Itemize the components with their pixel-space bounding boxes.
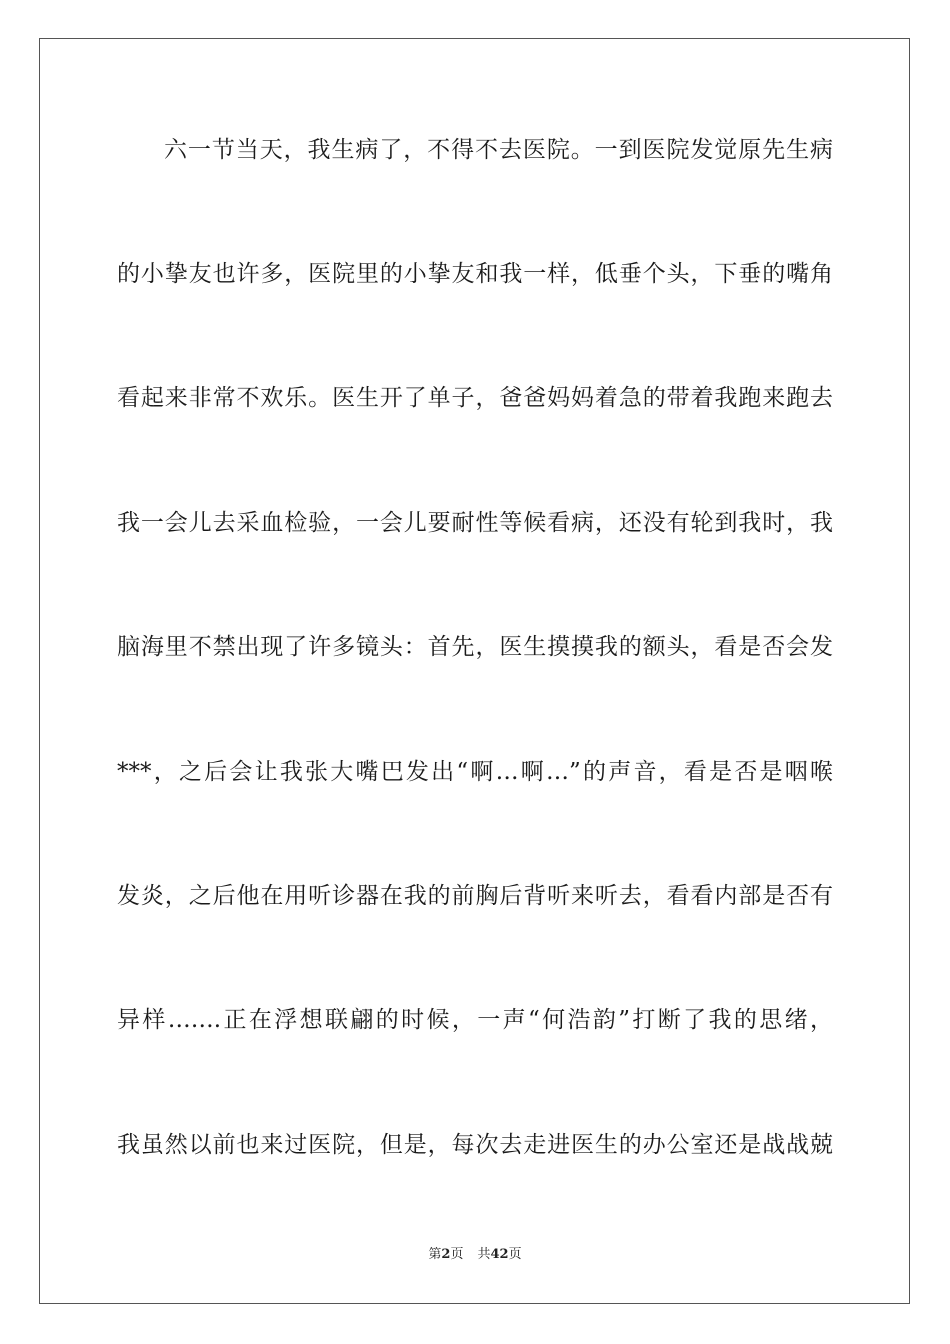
- body-line-3: 看起来非常不欢乐。医生开了单子，爸爸妈妈着急的带着我跑来跑去: [117, 385, 833, 411]
- total-pages: 42: [490, 1247, 509, 1262]
- page-footer: [0, 1245, 950, 1265]
- page-prefix: 第: [428, 1247, 442, 1262]
- body-line-4: 我一会儿去采血检验，一会儿要耐性等候看病，还没有轮到我时，我: [117, 510, 833, 536]
- page-border: [39, 38, 910, 1304]
- total-prefix: 共: [477, 1247, 491, 1262]
- page-number: 2: [441, 1247, 451, 1262]
- total-suffix: 页: [508, 1247, 522, 1262]
- body-line-8: 异样…….正在浮想联翩的时候，一声“何浩韵”打断了我的思绪，: [117, 1007, 833, 1033]
- body-line-6: ***，之后会让我张大嘴巴发出“啊…啊…”的声音，看是否是咽喉: [117, 759, 833, 785]
- page-suffix: 页: [450, 1247, 464, 1262]
- body-line-7: 发炎，之后他在用听诊器在我的前胸后背听来听去，看看内部是否有: [117, 883, 833, 909]
- body-line-9: 我虽然以前也来过医院，但是，每次去走进医生的办公室还是战战兢: [117, 1132, 833, 1158]
- body-line-5: 脑海里不禁出现了许多镜头：首先，医生摸摸我的额头，看是否会发: [117, 634, 833, 660]
- body-line-1: 六一节当天，我生病了，不得不去医院。一到医院发觉原先生病: [164, 137, 833, 163]
- body-line-2: 的小挚友也许多，医院里的小挚友和我一样，低垂个头，下垂的嘴角: [117, 261, 833, 287]
